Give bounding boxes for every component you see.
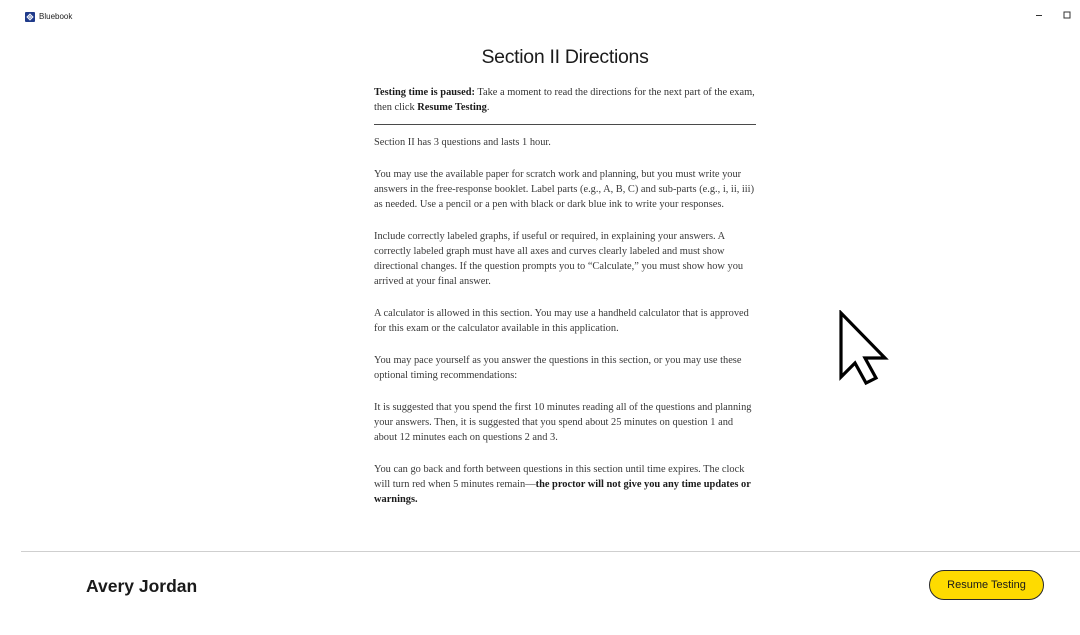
last-paragraph-text: You can go back and forth between questions in this section until time expires. The clock will turn red when 5 minutes remain— [374, 464, 745, 490]
paused-link-text: Resume Testing [417, 102, 487, 113]
direction-paragraph-last [374, 462, 756, 507]
mouse-cursor-icon [838, 310, 892, 386]
bluebook-logo-icon [25, 12, 35, 22]
directions-panel [374, 40, 756, 524]
maximize-icon[interactable] [1062, 10, 1072, 20]
direction-paragraph: It is suggested that you spend the first 10 minutes reading all of the questions and planning your answers. Then, it is suggested that you spend about 25 minutes on question 1 and about 12 minutes each on questions 2 and 3. [374, 402, 752, 443]
divider [374, 124, 756, 125]
direction-paragraph: You may use the available paper for scratch work and planning, but you must write your answers in the free-response booklet. Label parts (e.g., A, B, C) and sub-parts (e.g., i, ii, iii) as needed. Use a pencil or a pen with black or dark blue ink to write your responses. [374, 169, 755, 210]
paused-text: Take a moment to read the directions for the next part of the exam, then click [374, 87, 755, 113]
direction-paragraph: Section II has 3 questions and lasts 1 hour. [374, 137, 551, 148]
app-name: Bluebook [39, 12, 73, 21]
app-logo [25, 12, 72, 22]
title-bar [0, 0, 1080, 34]
footer-divider [21, 551, 1080, 552]
direction-paragraph: You may pace yourself as you answer the questions in this section, or you may use these optional timing recommendations: [374, 355, 742, 381]
resume-testing-button[interactable]: Resume Testing [929, 570, 1044, 600]
paused-notice [374, 85, 756, 115]
window-controls [1034, 10, 1072, 20]
page-title: Section II Directions [481, 46, 649, 68]
last-paragraph-bold: the proctor will not give you any time updates or warnings. [374, 479, 751, 505]
student-name: Avery Jordan [86, 576, 198, 596]
minimize-icon[interactable] [1034, 10, 1044, 20]
paused-end: . [486, 102, 490, 113]
paused-label: Testing time is paused: [374, 87, 475, 98]
direction-paragraph: A calculator is allowed in this section. You may use a handheld calculator that is approved for this exam or the calculator available in this application. [374, 308, 749, 334]
direction-paragraph: Include correctly labeled graphs, if useful or required, in explaining your answers. A correctly labeled graph must have all axes and curves clearly labeled and must show directional changes. If the question prompts you to “Calculate,” you must show how you arrived at your final answer. [374, 231, 744, 287]
